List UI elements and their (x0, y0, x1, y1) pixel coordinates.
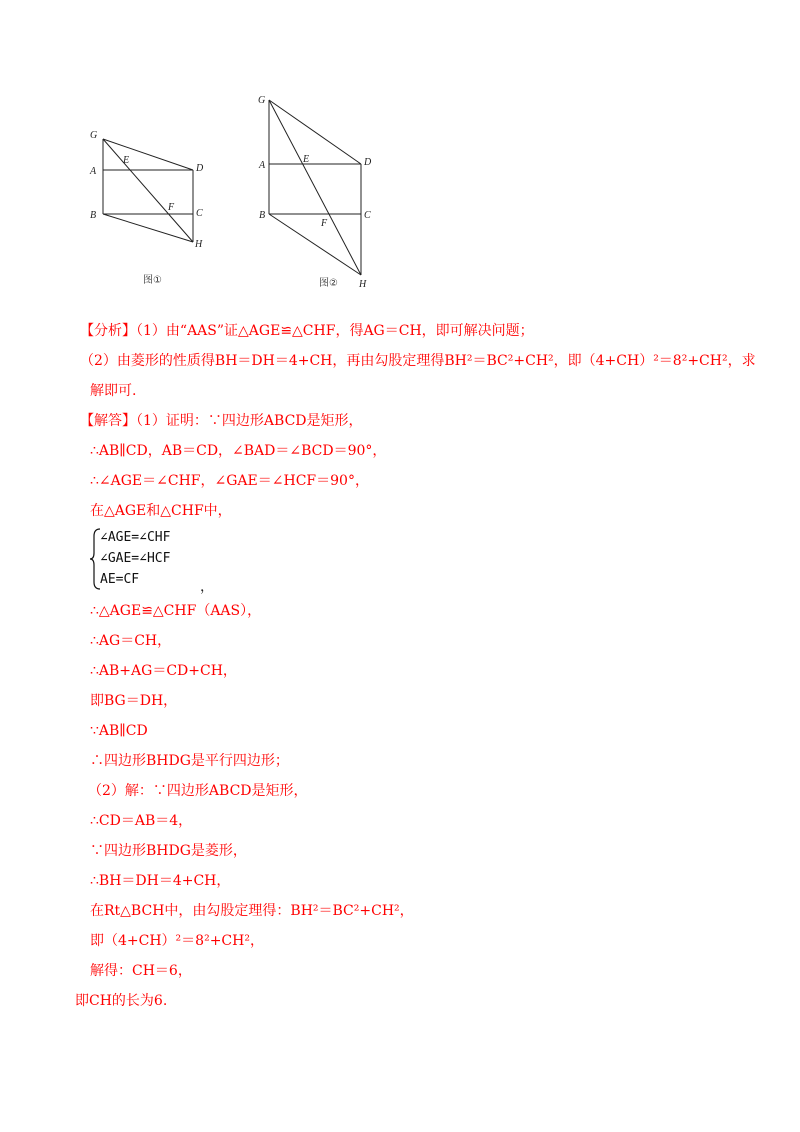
fig2-label-e: E (303, 154, 310, 165)
solution-line-1 (90, 442, 386, 460)
analysis-line-3 (90, 382, 136, 400)
solution-text-12: ∵四边形BHDG是菱形， (90, 843, 247, 859)
solution-line-0 (80, 412, 363, 430)
figure-2-diagram (255, 92, 385, 297)
fig1-label-e: E (123, 155, 130, 166)
solution-line-5 (90, 632, 171, 650)
fig1-label-a: A (90, 166, 97, 177)
fig1-label-b: B (90, 210, 97, 221)
solution-text-5: ∴AG＝CH， (90, 633, 172, 649)
analysis-tag: 【分析】 (80, 323, 136, 339)
figure-2 (255, 92, 385, 297)
figure-1-diagram (85, 125, 215, 295)
analysis-text-2: （2）由菱形的性质得BH＝DH＝4+CH，再由勾股定理得BH²＝BC²+CH²，即（4+CH）²＝8²+CH²，求 (80, 353, 756, 369)
fig1-label-h: H (195, 239, 203, 250)
solution-text-10: （2）解：∵四边形ABCD是矩形， (88, 783, 308, 799)
equation-2: ∠GAE=∠HCF (100, 551, 171, 566)
analysis-text-3: 解即可. (90, 383, 137, 399)
fig2-label-b: B (259, 210, 266, 221)
solution-line-10 (88, 782, 308, 800)
solution-line-15 (90, 932, 264, 950)
fig1-label-d: D (196, 163, 204, 174)
solution-line-4 (90, 602, 261, 620)
fig2-label-d: D (364, 157, 372, 168)
fig2-caption: 图② (319, 278, 338, 289)
solution-text-4: ∴△AGE≌△CHF（AAS）， (90, 603, 262, 619)
solution-text-11: ∴CD＝AB＝4， (90, 813, 193, 829)
fig1-caption: 图① (143, 275, 162, 286)
fig2-label-f: F (321, 218, 328, 229)
solution-text-3: 在△AGE和△CHF中， (90, 503, 232, 519)
fig2-label-h: H (359, 279, 367, 290)
solution-line-16 (90, 962, 192, 980)
solution-text-15: 即（4+CH）²＝8²+CH²， (90, 933, 264, 949)
solution-line-12 (90, 842, 247, 860)
solution-text-8: ∵AB∥CD (90, 723, 148, 739)
solution-line-3 (90, 502, 232, 520)
solution-line-13 (90, 872, 230, 890)
fig2-label-g: G (258, 95, 266, 106)
solution-line-9 (90, 752, 289, 770)
fig1-label-g: G (90, 130, 98, 141)
fig2-label-a: A (259, 160, 266, 171)
solution-line-8 (90, 722, 148, 740)
solution-line-17 (75, 992, 167, 1010)
analysis-text-1: （1）由“AAS”证△AGE≌△CHF，得AG＝CH，即可解决问题； (136, 323, 534, 339)
solution-line-7 (90, 692, 177, 710)
equation-1: ∠AGE=∠CHF (100, 530, 171, 545)
solution-text-13: ∴BH＝DH＝4+CH， (90, 873, 231, 889)
fig1-label-f: F (168, 202, 175, 213)
solution-text-7: 即BG＝DH， (90, 693, 178, 709)
solution-text-9: ∴四边形BHDG是平行四边形； (90, 753, 289, 769)
figure-1 (85, 125, 215, 295)
solution-tag: 【解答】 (80, 413, 136, 429)
solution-line-6 (90, 662, 237, 680)
fig2-label-c: C (364, 210, 371, 221)
solution-text-0: （1）证明：∵四边形ABCD是矩形， (136, 413, 363, 429)
solution-text-1: ∴AB∥CD，AB＝CD，∠BAD＝∠BCD＝90°， (90, 443, 387, 459)
solution-line-14 (90, 902, 414, 920)
equation-3: AE=CF (100, 572, 140, 587)
solution-line-11 (90, 812, 192, 830)
solution-text-17: 即CH的长为6. (75, 993, 168, 1009)
fig1-label-c: C (196, 208, 203, 219)
solution-text-14: 在Rt△BCH中，由勾股定理得：BH²＝BC²+CH²， (90, 903, 414, 919)
solution-text-6: ∴AB+AG＝CD+CH， (90, 663, 237, 679)
analysis-line-1 (80, 322, 534, 340)
analysis-line-2 (80, 352, 756, 370)
solution-line-2 (90, 472, 369, 490)
solution-text-16: 解得：CH＝6， (90, 963, 192, 979)
equation-system-comma: ， (200, 579, 214, 595)
solution-text-2: ∴∠AGE＝∠CHF，∠GAE＝∠HCF＝90°， (90, 473, 369, 489)
